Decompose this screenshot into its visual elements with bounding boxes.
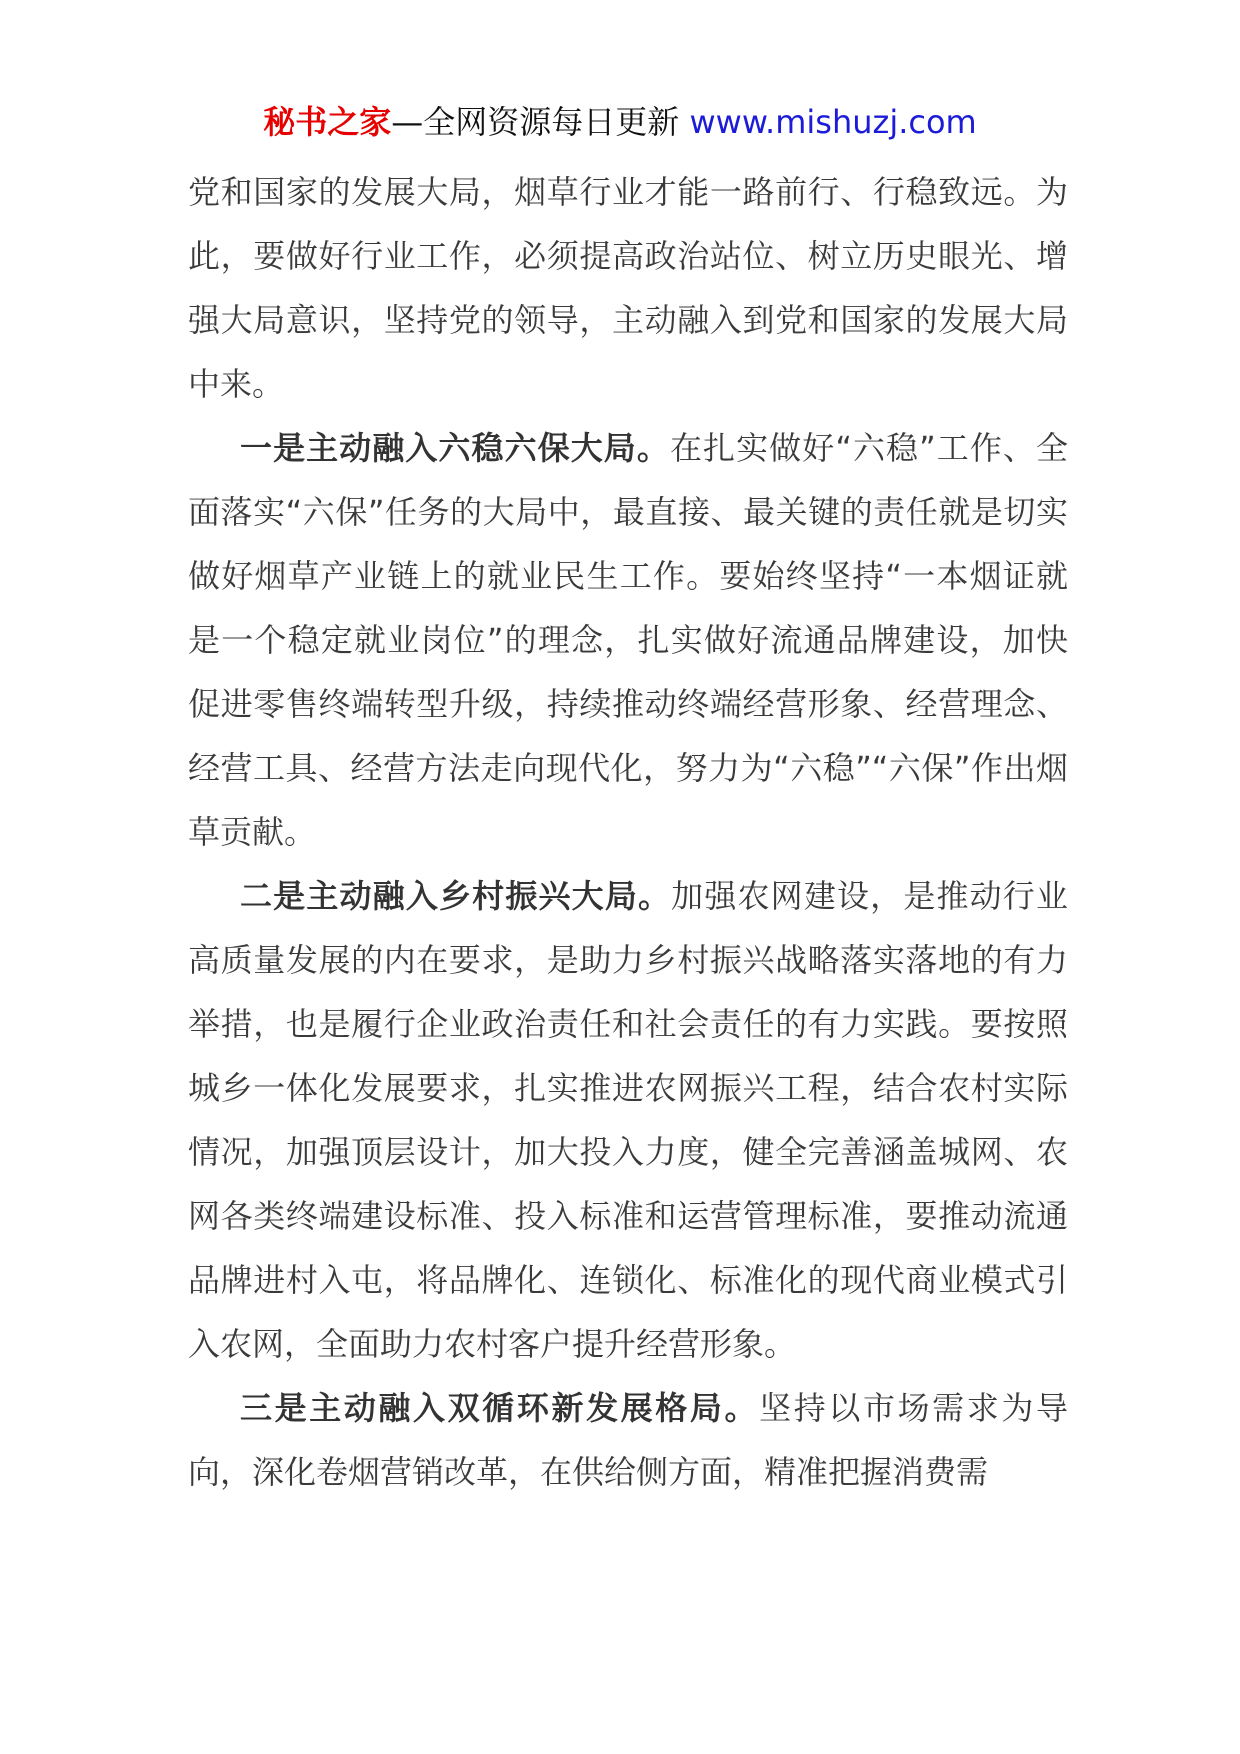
paragraph-lead-heading: 二是主动融入乡村振兴大局。 — [240, 877, 672, 915]
site-header — [0, 100, 1240, 144]
paragraph-lead-heading: 一是主动融入六稳六保大局。 — [240, 429, 670, 467]
site-url-link[interactable]: www.mishuzj.com — [689, 103, 977, 141]
paragraph-text: 加强农网建设，是推动行业高质量发展的内在要求，是助力乡村振兴战略落实落地的有力举措，也是履行企业政治责任和社会责任的有力实践。要按照城乡一体化发展要求，扎实推进农网振兴工程，结合农村实际情况，加强顶层设计，加大投入力度，健全完善涵盖城网、农网各类终端建设标准、投入标准和运营管理标准，要推动流通品牌进村入屯，将品牌化、连锁化、标准化的现代商业模式引入农网，全面助力农村客户提升经营形象。 — [188, 877, 1068, 1363]
paragraph-point-three — [188, 1376, 1068, 1504]
paragraph-point-one — [188, 416, 1068, 864]
brand-name: 秘书之家 — [263, 103, 392, 141]
paragraph-text: 在扎实做好“六稳”工作、全面落实“六保”任务的大局中，最直接、最关键的责任就是切实做好烟草产业链上的就业民生工作。要始终坚持“一本烟证就是一个稳定就业岗位”的理念，扎实做好流通品牌建设，加快促进零售终端转型升级，持续推动终端经营形象、经营理念、经营工具、经营方法走向现代化，努力为“六稳”“六保”作出烟草贡献。 — [188, 429, 1068, 851]
document-body — [188, 160, 1068, 1504]
paragraph-point-two — [188, 864, 1068, 1376]
paragraph-lead-heading: 三是主动融入双循环新发展格局。 — [240, 1389, 760, 1427]
header-slogan: —全网资源每日更新 — [391, 103, 690, 141]
paragraph-text: 党和国家的发展大局，烟草行业才能一路前行、行稳致远。为此，要做好行业工作，必须提高政治站位、树立历史眼光、增强大局意识，坚持党的领导，主动融入到党和国家的发展大局中来。 — [188, 173, 1068, 403]
paragraph-text: 坚持以市场需求为导向，深化卷烟营销改革，在供给侧方面，精准把握消费需 — [188, 1389, 1068, 1491]
paragraph-intro — [188, 160, 1068, 416]
